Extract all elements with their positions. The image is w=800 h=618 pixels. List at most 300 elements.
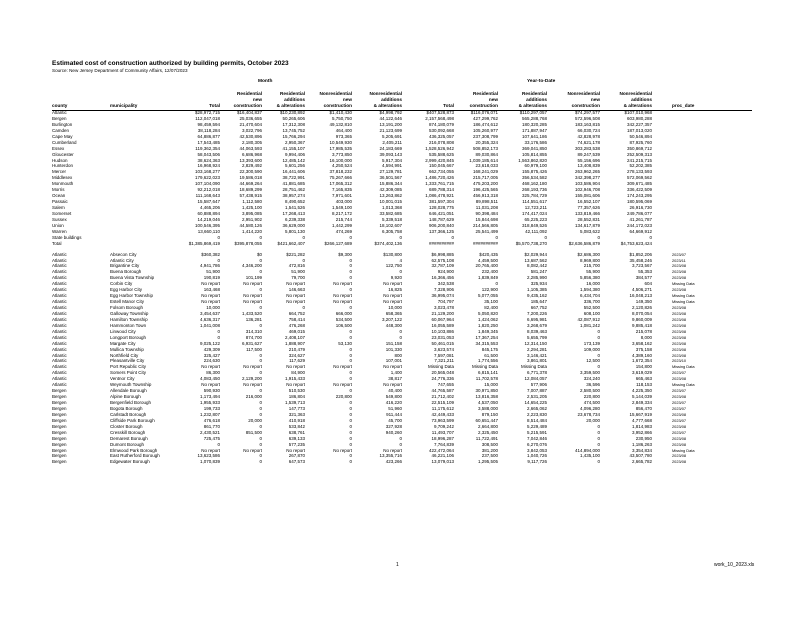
ytd-nonres-new-cell: 0 <box>597 423 600 429</box>
ytd-total-cell: 20,565,048 <box>431 370 454 376</box>
nonres-new-cell: 0 <box>349 358 352 364</box>
res-new-cell: 20,000 <box>248 417 262 423</box>
nonres-add-cell: 0 <box>399 334 402 340</box>
total-cell: 2,430,521 <box>199 429 220 435</box>
proc-date-cell: 2023/08 <box>672 328 687 334</box>
nonres-add-cell: No report <box>383 293 402 299</box>
county-cell: Atlantic <box>52 310 67 316</box>
total-cell: 86,300 <box>206 370 220 376</box>
res-add-cell: 79,700 <box>291 275 305 281</box>
ytd-nonres-add-cell: 174,243,295 <box>626 193 652 199</box>
county-cell: Bergen <box>52 405 67 411</box>
ytd-nonres-new-cell: 1,435,100 <box>579 453 600 459</box>
res-new-cell: 136,281 <box>245 316 262 322</box>
nonres-add-cell: 1,400 <box>390 370 402 376</box>
ytd-nonres-new-cell: 0 <box>597 364 600 370</box>
ytd-res-new-cell: 61,500 <box>484 352 498 358</box>
header-line: Nonresidential <box>369 91 402 96</box>
ytd-res-add-cell: 0 <box>544 234 547 240</box>
res-add-cell: 28,751,462 <box>282 187 305 193</box>
ytd-res-add-cell: 33,176,586 <box>524 139 547 145</box>
nonres-new-cell: 49,132,810 <box>329 121 352 127</box>
res-new-cell: 1,425,100 <box>241 205 262 210</box>
county-cell: Atlantic <box>52 305 67 310</box>
municipality-cell: Mullica Township <box>110 346 144 352</box>
nonres-new-cell: 666,000 <box>335 310 352 316</box>
nonres-new-cell: No report <box>333 364 352 370</box>
county-cell: Atlantic <box>52 334 67 340</box>
nonres-add-cell: 24,183,669 <box>379 145 402 151</box>
page-number: 1 <box>396 562 399 568</box>
ytd-res-add-cell: 180,320,285 <box>521 121 547 127</box>
nonres-new-cell: 3,773,850 <box>331 151 352 157</box>
header-line: Total <box>443 103 454 108</box>
res-new-cell: 18,689,299 <box>239 187 262 193</box>
nonres-add-cell: 10,001,015 <box>379 199 402 205</box>
ytd-nonres-new-cell: $2,636,586,879 <box>568 240 600 246</box>
ytd-res-add-cell: 171,887,947 <box>521 127 547 133</box>
municipality-cell: Carlstadt Borough <box>110 411 147 417</box>
header-line: municipality <box>110 103 138 108</box>
total-cell: 1,955,933 <box>199 400 220 405</box>
header-line: county <box>52 103 68 108</box>
res-add-cell: 758,414 <box>288 316 305 322</box>
total-cell: 163,468 <box>203 287 220 293</box>
total-cell: 98,459,594 <box>197 121 220 127</box>
county-cell: Camden <box>52 127 70 133</box>
ytd-total-cell: 24,776,336 <box>431 376 454 382</box>
nonres-add-cell: $130,800 <box>383 251 402 257</box>
ytd-total-cell: 381,597,304 <box>428 199 454 205</box>
nonres-new-cell: 534,500 <box>335 316 352 322</box>
county-cell: Atlantic <box>52 316 67 322</box>
res-new-cell: No report <box>243 382 262 388</box>
nonres-add-cell: 5,339,518 <box>381 216 402 222</box>
county-cell: Bergen <box>52 400 67 405</box>
total-cell: 17,543,485 <box>197 139 220 145</box>
res-new-cell: 0 <box>259 234 262 240</box>
total-cell: 103,168,277 <box>194 169 220 175</box>
county-cell: Sussex <box>52 216 67 222</box>
ytd-total-cell: 10,103,886 <box>431 328 454 334</box>
county-cell: Monmouth <box>52 181 74 187</box>
header-line: & alterations <box>623 103 652 108</box>
proc-date-cell: 2023/07 <box>672 388 687 394</box>
municipality-cell: Bogota Borough <box>110 405 143 411</box>
res-new-cell: No report <box>243 299 262 305</box>
ytd-nonres-add-cell: 244,172,023 <box>626 222 652 228</box>
res-new-cell: $395,878,055 <box>234 240 262 246</box>
nonres-add-cell: 51,960 <box>388 405 402 411</box>
ytd-res-new-cell: $420,435 <box>479 251 498 257</box>
county-cell: Atlantic <box>52 110 67 115</box>
county-cell: Total <box>52 240 62 246</box>
ytd-total-cell: 23,031,053 <box>431 334 454 340</box>
nonres-new-cell: 0 <box>349 405 352 411</box>
res-new-cell: 0 <box>259 459 262 465</box>
ytd-res-new-cell: $116,076,071 <box>470 110 498 115</box>
res-new-cell: 101,199 <box>245 275 262 281</box>
municipality-cell: Atlantic City <box>110 257 134 263</box>
ytd-res-new-cell: 2,325,450 <box>477 429 498 435</box>
total-cell: $1,385,869,419 <box>188 240 220 246</box>
ytd-res-new-cell: 237,500 <box>481 453 498 459</box>
nonres-new-cell: No report <box>333 281 352 287</box>
ytd-res-new-cell: Missing Data <box>471 364 498 370</box>
ytd-total-cell: 21,712,402 <box>431 394 454 400</box>
ytd-res-new-cell: 105,260,977 <box>472 127 498 133</box>
ytd-nonres-add-cell: 8,070,054 <box>631 310 652 316</box>
total-cell: 58,043,506 <box>197 151 220 157</box>
nonres-new-cell: 1,549,100 <box>331 205 352 210</box>
proc-date-cell: 2023/08 <box>672 316 687 322</box>
nonres-new-cell: 17,985,535 <box>329 145 352 151</box>
res-add-cell: 41,155,107 <box>282 145 305 151</box>
proc-date-cell: 2023/08 <box>672 352 687 358</box>
res-add-cell: No report <box>286 281 305 287</box>
ytd-res-add-cell: 6,270,076 <box>526 441 547 447</box>
county-cell: Bergen <box>52 411 67 417</box>
county-cell: Bergen <box>52 429 67 435</box>
total-cell: 224,630 <box>203 358 220 364</box>
header-line: additions <box>381 97 402 102</box>
res-new-cell: $16,404,837 <box>236 110 262 115</box>
ytd-nonres-add-cell: 43,507,780 <box>629 453 652 459</box>
ytd-res-add-cell: 12,723,211 <box>524 205 547 210</box>
res-new-cell: 22,300,590 <box>239 169 262 175</box>
proc-date-cell: 2023/07 <box>672 370 687 376</box>
nonres-new-cell: No report <box>333 447 352 453</box>
ytd-nonres-new-cell: 103,586,904 <box>574 181 600 187</box>
ytd-total-cell: 9,709,242 <box>433 423 454 429</box>
municipality-cell: Buena Vista Township <box>110 275 155 281</box>
total-cell: 60,888,894 <box>197 210 220 216</box>
ytd-res-add-cell: 185,647 <box>530 299 547 305</box>
nonres-add-cell: 0 <box>399 441 402 447</box>
municipality-cell: Alpine Borough <box>110 394 141 400</box>
header-res-add <box>261 91 305 109</box>
ytd-res-new-cell: 20,765,400 <box>475 263 498 269</box>
ytd-res-add-cell: 9,117,726 <box>527 459 547 465</box>
header-line: Nonresidential <box>567 91 600 96</box>
total-cell: 4,941,786 <box>199 263 220 269</box>
ytd-res-new-cell: 5,050,820 <box>477 310 498 316</box>
res-new-cell: 0 <box>259 322 262 328</box>
nonres-add-cell: $374,402,136 <box>374 240 402 246</box>
res-new-cell: 0 <box>259 269 262 275</box>
ytd-nonres-add-cell: 64,669,912 <box>629 228 652 234</box>
nonres-new-cell: 0 <box>349 352 352 358</box>
ytd-total-cell: 21,129,200 <box>431 310 454 316</box>
nonres-new-cell: 0 <box>349 328 352 334</box>
ytd-res-add-cell: 6,771,378 <box>526 370 547 376</box>
ytd-res-new-cell: 89,030,864 <box>475 151 498 157</box>
nonres-add-cell: 39,093,143 <box>379 151 402 157</box>
ytd-res-new-cell: 4,459,500 <box>477 257 498 263</box>
nonres-add-cell: 18,102,607 <box>379 222 402 228</box>
ytd-res-new-cell: 15,844,698 <box>475 216 498 222</box>
ytd-nonres-new-cell: 36,596 <box>586 382 600 388</box>
header-line: proc_date <box>672 103 695 108</box>
ytd-nonres-new-cell: 89,247,539 <box>577 151 600 157</box>
res-add-cell: 472,816 <box>288 263 305 269</box>
municipality-cell: Elmwood Park Borough <box>110 447 158 453</box>
nonres-add-cell: No report <box>383 299 402 305</box>
ytd-nonres-new-cell: 0 <box>597 234 600 240</box>
ytd-total-cell: 924,900 <box>437 269 454 275</box>
ytd-total-cell: $6,998,885 <box>431 251 454 257</box>
ytd-res-new-cell: 214,566,805 <box>472 222 498 228</box>
ytd-nonres-add-cell: 180,595,069 <box>626 199 652 205</box>
nonres-add-cell: 13,355,716 <box>379 453 402 459</box>
ytd-nonres-add-cell: 342,227,357 <box>626 121 652 127</box>
proc-date-cell: 2023/08 <box>672 411 687 417</box>
res-add-cell: 2,408,107 <box>284 334 305 340</box>
header-line: new <box>590 97 600 102</box>
total-cell: 1,173,494 <box>199 394 220 400</box>
county-cell: Bergen <box>52 388 67 394</box>
ytd-res-add-cell: 369,041,850 <box>521 145 547 151</box>
proc-date-cell: 2023/07 <box>672 405 687 411</box>
ytd-res-new-cell: ########## <box>472 240 498 246</box>
municipality-cell: Linwood City <box>110 328 136 334</box>
res-new-cell: No report <box>243 281 262 287</box>
ytd-res-new-cell: 0 <box>495 234 498 240</box>
municipality-cell: Cliffside Park Borough <box>110 417 155 423</box>
ytd-nonres-add-cell: 41,261,787 <box>629 216 652 222</box>
ytd-res-new-cell: 1,849,345 <box>477 328 498 334</box>
res-new-cell: 0 <box>259 423 262 429</box>
ytd-total-cell: 137,366,125 <box>428 228 454 234</box>
res-add-cell: 17,312,308 <box>282 121 305 127</box>
res-new-cell: 117,500 <box>246 346 262 352</box>
ytd-nonres-new-cell: 42,828,978 <box>577 133 600 139</box>
ytd-nonres-add-cell: $1,852,206 <box>629 251 652 257</box>
total-cell: $28,972,715 <box>194 110 220 115</box>
municipality-cell: Northfield City <box>110 352 139 358</box>
county-cell: Middlesex <box>52 175 73 181</box>
nonres-add-cell: 0 <box>399 234 402 240</box>
county-cell: Burlington <box>52 121 73 127</box>
proc-date-cell: 2023/08 <box>672 435 687 441</box>
res-add-cell: 17,268,413 <box>282 210 305 216</box>
ytd-res-add-cell: 174,417,024 <box>521 210 547 216</box>
nonres-new-cell: 7,165,835 <box>331 187 352 193</box>
ytd-res-new-cell: 1,774,556 <box>477 358 498 364</box>
ytd-total-cell: 16,366,456 <box>431 275 454 281</box>
header-line: additions <box>526 97 547 102</box>
ytd-res-add-cell: 1,040,726 <box>526 453 547 459</box>
ytd-nonres-new-cell: 42,087,912 <box>577 316 600 322</box>
ytd-res-add-cell: 1,563,862,820 <box>518 157 547 163</box>
nonres-add-cell: 101,330 <box>385 346 402 352</box>
res-new-cell: 44,669,264 <box>239 181 262 187</box>
ytd-res-new-cell: 90,398,484 <box>475 210 498 216</box>
nonres-add-cell: 6,305,758 <box>381 228 402 234</box>
ytd-total-cell: 62,575,108 <box>431 257 454 263</box>
res-add-cell: 2,950,367 <box>284 139 305 145</box>
nonres-add-cell: 416,220 <box>385 400 402 405</box>
res-add-cell: 1,915,433 <box>284 376 305 382</box>
nonres-add-cell: 10,000 <box>388 305 402 310</box>
res-new-cell: 1,433,520 <box>241 310 262 316</box>
ytd-nonres-new-cell: 263,962,265 <box>574 169 600 175</box>
nonres-new-cell: 10,549,930 <box>329 139 352 145</box>
ytd-res-add-cell: 2,285,990 <box>526 275 547 281</box>
nonres-new-cell: 0 <box>349 417 352 423</box>
ytd-res-add-cell: 114,551,617 <box>522 199 547 205</box>
res-add-cell: No report <box>286 364 305 370</box>
ytd-nonres-add-cell: 15,667,919 <box>629 411 652 417</box>
nonres-new-cell: 0 <box>349 411 352 417</box>
nonres-new-cell: No report <box>333 382 352 388</box>
ytd-res-new-cell: 1,295,505 <box>477 459 498 465</box>
ytd-res-add-cell: 565,288,768 <box>521 115 547 121</box>
nonres-add-cell: $4,998,792 <box>379 110 402 115</box>
ytd-nonres-add-cell: 2,120,826 <box>631 305 652 310</box>
ytd-total-cell: 704,797 <box>437 299 454 305</box>
ytd-res-new-cell: 232,400 <box>481 269 498 275</box>
nonres-new-cell: $1,410,430 <box>329 110 352 115</box>
municipality-cell: Egg Harbor City <box>110 287 143 293</box>
total-cell: $360,382 <box>201 251 220 257</box>
county-cell: Atlantic <box>52 352 67 358</box>
ytd-res-new-cell: 11,722,491 <box>475 435 498 441</box>
res-add-cell: 410,918 <box>288 417 305 423</box>
ytd-res-new-cell: 25,541,499 <box>475 228 498 234</box>
proc-date-cell: Missing Data <box>672 364 695 370</box>
ytd-total-cell: 44,765,587 <box>431 388 454 394</box>
nonres-add-cell: 4 <box>399 257 402 263</box>
ytd-nonres-new-cell: 109,000 <box>583 346 600 352</box>
nonres-new-cell: 0 <box>349 334 352 340</box>
ytd-total-cell: 1,486,720,426 <box>425 175 454 181</box>
ytd-nonres-new-cell: 20,000 <box>586 417 600 423</box>
ytd-nonres-add-cell: 309,671,485 <box>626 181 652 187</box>
proc-date-cell: 2023/08 <box>672 322 687 328</box>
proc-date-cell: Missing Data <box>672 299 695 305</box>
nonres-new-cell: 5,750,750 <box>331 115 352 121</box>
nonres-new-cell: 464,400 <box>335 127 352 133</box>
ytd-nonres-add-cell: 9,860,009 <box>631 316 652 322</box>
ytd-total-cell: 662,734,055 <box>428 169 454 175</box>
ytd-res-new-cell: 17,367,254 <box>475 334 498 340</box>
ytd-nonres-add-cell: 384,577 <box>635 275 652 281</box>
ytd-res-new-cell: 11,702,578 <box>475 376 498 382</box>
nonres-add-cell: No report <box>383 281 402 287</box>
ytd-res-new-cell: 6,815,141 <box>477 370 498 376</box>
nonres-add-cell: 16,825 <box>388 287 402 293</box>
municipality-cell: Brigantine City <box>110 263 140 269</box>
ytd-total-cell: 342,538 <box>437 281 454 287</box>
header-res-new <box>218 91 262 109</box>
county-cell: Cape May <box>52 133 73 139</box>
ytd-nonres-add-cell: 3,354,834 <box>631 447 652 453</box>
nonres-new-cell: 1,442,299 <box>331 222 352 228</box>
ytd-res-add-cell: $5,570,738,270 <box>515 240 547 246</box>
nonres-add-cell: 38,817 <box>388 376 402 382</box>
municipality-cell: Edgewater Borough <box>110 459 150 465</box>
ytd-res-new-cell: 1,424,062 <box>477 316 498 322</box>
ytd-nonres-new-cell: 414,894,000 <box>574 447 600 453</box>
res-add-cell: 577,235 <box>288 441 305 447</box>
ytd-nonres-new-cell: 16,552,107 <box>577 199 600 205</box>
nonres-add-cell: 36,501,567 <box>379 175 402 181</box>
header-line: Nonresidential <box>319 91 352 96</box>
total-cell: 4,083,450 <box>199 376 220 382</box>
ytd-res-new-cell: 215,717,005 <box>472 175 498 181</box>
ytd-nonres-new-cell: 2,580,500 <box>579 388 600 394</box>
ytd-total-cell: 50,461,015 <box>431 340 454 346</box>
res-add-cell: 639,133 <box>288 435 305 441</box>
ytd-res-new-cell: 168,241,029 <box>472 169 498 175</box>
res-add-cell: 9,994,406 <box>284 151 305 157</box>
nonres-new-cell: 0 <box>349 234 352 240</box>
county-cell: Salem <box>52 205 65 210</box>
ytd-res-new-cell: 2,664,800 <box>477 423 498 429</box>
proc-date-cell: 2023/08 <box>672 334 687 340</box>
header-line: & alterations <box>276 103 305 108</box>
ytd-nonres-new-cell: 342,398,277 <box>574 175 600 181</box>
nonres-add-cell: 0 <box>399 328 402 334</box>
res-add-cell: 0 <box>302 305 305 310</box>
county-cell: Atlantic <box>52 340 67 346</box>
ytd-res-add-cell: 9,435,162 <box>526 293 547 299</box>
ytd-nonres-new-cell: 183,163,815 <box>574 121 600 127</box>
nonres-add-cell: 44,122,646 <box>379 115 402 121</box>
res-add-cell: 36,629,000 <box>282 222 305 228</box>
nonres-new-cell: 4,250,524 <box>331 163 352 169</box>
header-line: new <box>488 97 498 102</box>
proc-date-cell: 2023/07 <box>672 429 687 435</box>
ytd-res-add-cell: 7,200,226 <box>526 310 547 316</box>
ytd-nonres-new-cell: 13,408,839 <box>577 163 600 169</box>
ytd-nonres-new-cell: 12,500 <box>586 358 600 364</box>
municipality-cell: Galloway Township <box>110 310 149 316</box>
ytd-res-add-cell: 325,934 <box>530 281 547 287</box>
res-new-cell: 874,700 <box>245 334 262 340</box>
res-new-cell: 21,470,604 <box>239 121 262 127</box>
res-add-cell: 638,761 <box>288 429 305 435</box>
column-header-row <box>52 86 752 111</box>
ytd-res-add-cell: 60,979,100 <box>524 163 547 169</box>
nonres-new-cell: 0 <box>349 305 352 310</box>
ytd-res-new-cell: 20,355,324 <box>475 139 498 145</box>
ytd-nonres-add-cell: $107,010,968 <box>624 110 652 115</box>
county-cell: Atlantic <box>52 358 67 364</box>
nonres-add-cell: 15,886,344 <box>379 181 402 187</box>
proc-date-cell: 2023/08 <box>672 269 687 275</box>
res-new-cell: 3,895,085 <box>241 210 262 216</box>
total-cell: No report <box>201 293 220 299</box>
nonres-new-cell: 8,217,172 <box>331 210 352 216</box>
ytd-nonres-new-cell: 474,500 <box>583 400 600 405</box>
ytd-nonres-new-cell: 0 <box>597 352 600 358</box>
ytd-res-new-cell: 4,537,050 <box>477 400 498 405</box>
res-new-cell: 2,180,305 <box>241 139 262 145</box>
ytd-nonres-add-cell: 4,777,668 <box>631 417 652 423</box>
proc-date-cell: 2023/08 <box>672 453 687 459</box>
res-add-cell: 5,801,130 <box>284 228 305 234</box>
proc-date-cell: 2023/08 <box>672 459 687 465</box>
nonres-new-cell: 0 <box>349 376 352 382</box>
ytd-res-add-cell: 2,294,281 <box>526 346 547 352</box>
res-add-cell: 15,766,294 <box>282 133 305 139</box>
county-cell: Bergen <box>52 447 67 453</box>
county-cell: Hudson <box>52 157 68 163</box>
ytd-nonres-add-cell: 8,000 <box>640 334 652 340</box>
ytd-nonres-new-cell: 4,096,280 <box>579 405 600 411</box>
